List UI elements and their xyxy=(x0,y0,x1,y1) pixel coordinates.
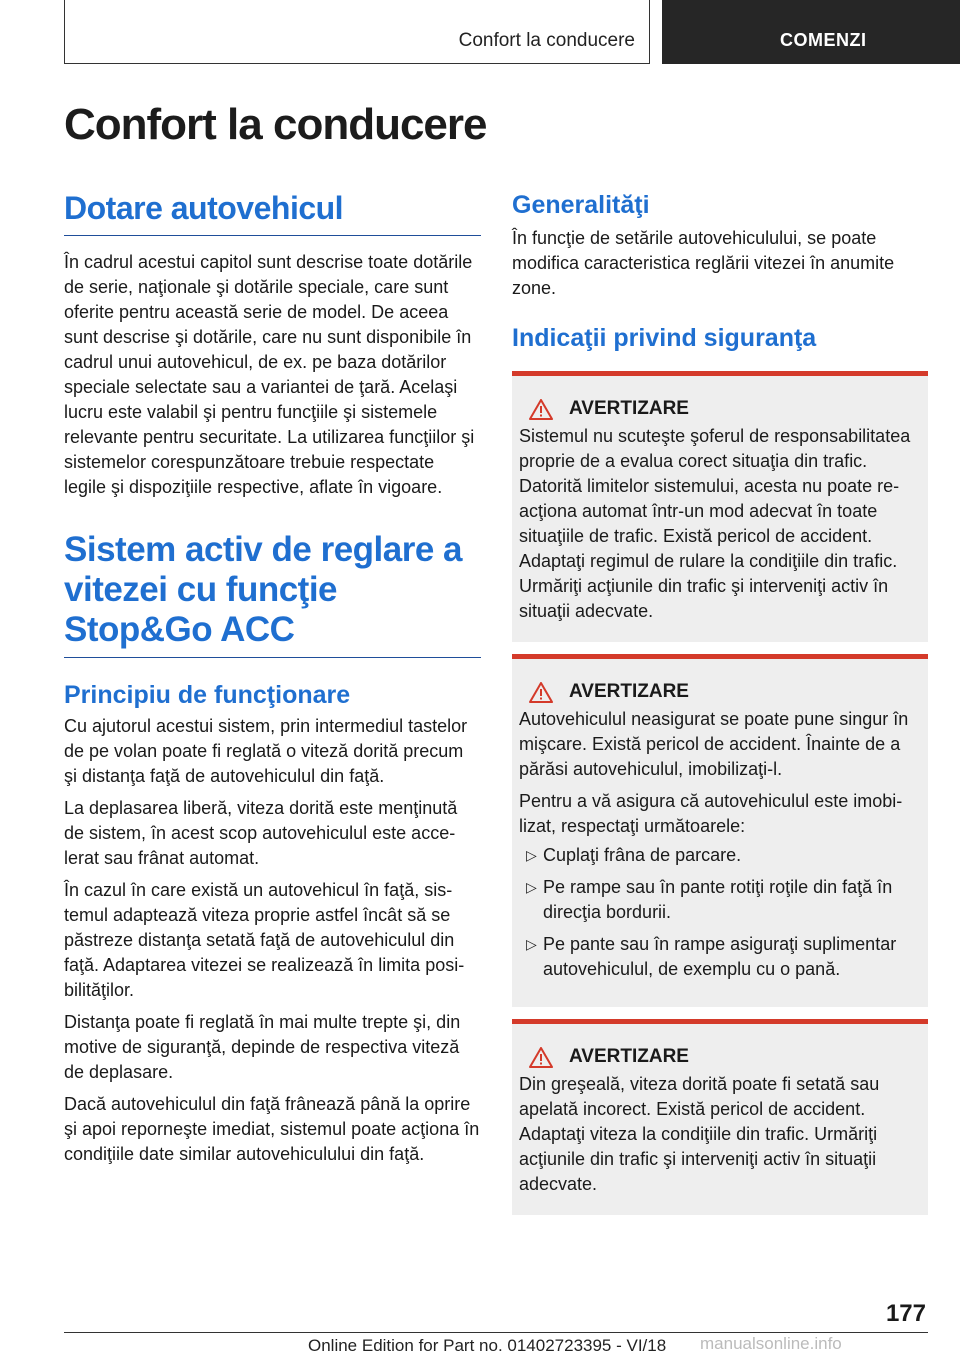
left-column xyxy=(64,190,481,1167)
header-chapter-label: COMENZI xyxy=(780,30,867,50)
warning-box xyxy=(512,654,928,1007)
list-item xyxy=(519,932,920,982)
heading-equipment: Dotare autovehicul xyxy=(64,190,344,226)
warning-label: AVERTIZARE xyxy=(569,1046,689,1067)
footer-divider xyxy=(64,1332,928,1333)
list-item-text: Pe rampe sau în pante rotiţi roţile din faţă în direcţia bordurii. xyxy=(543,877,893,922)
paragraph: La deplasarea liberă, viteza dorită este menţinută de sistem, în acest scop autovehiculul este accelerat sau frânat automat. xyxy=(64,798,458,869)
warning-triangle-icon xyxy=(529,682,553,703)
paragraph-equipment: În cadrul acestui capitol sunt descrise toate dotările de serie, naţionale şi dotările speciale, care sunt oferite pentru această serie de model. De aceea sunt descrise şi dotările, care nu sunt disponibile în cadrul unui autovehicul, de ex. pe baza dotărilor speciale selectate sau a variantei de ţară. Acelaşi lucru este valabil şi pentru funcţiile şi sistemele relevante pentru securitate. La utilizarea funcţiilor şi sistemelor corespunzătoare trebuie respectate legile şi dispoziţiile respective, aflate în vigoare. xyxy=(64,251,475,497)
page-title: Confort la conducere xyxy=(64,100,487,149)
list-item xyxy=(519,843,920,868)
footer-edition: Online Edition for Part no. 01402723395 - VI/18 xyxy=(308,1336,667,1355)
paragraph: În cazul în care există un autovehicul în faţă, sistemul adaptează viteza proprie astfel încât să se păstreze distanţa setată faţă de autovehiculul din faţă. Adaptarea vitezei se realizează în limita posibilităţilor. xyxy=(64,880,465,1001)
list-item-text: Cuplaţi frâna de parcare. xyxy=(543,845,742,865)
warning-triangle-icon xyxy=(529,399,553,420)
heading-safety: Indicaţii privind siguranţa xyxy=(512,324,817,352)
bullet-triangle-icon: ▷ xyxy=(526,847,537,863)
warning-text: Pentru a vă asigura că autovehiculul este imobilizat, respectaţi următoarele: xyxy=(519,791,903,836)
list-item xyxy=(519,875,920,925)
paragraph: Cu ajutorul acestui sistem, prin intermediul tastelor de pe volan poate fi reglată o viteză dorită precum şi distanţa faţă de autovehiculul din faţă. xyxy=(64,716,468,787)
page-number: 177 xyxy=(885,1300,926,1327)
heading-principle: Principiu de funcţionare xyxy=(64,681,351,710)
right-column xyxy=(512,190,928,1215)
bullet-triangle-icon: ▷ xyxy=(526,936,537,952)
warning-box xyxy=(512,371,928,642)
warning-label: AVERTIZARE xyxy=(569,398,689,419)
header-chapter-tab xyxy=(662,0,960,64)
warning-triangle-icon xyxy=(529,1047,553,1068)
watermark: manualsonline.info xyxy=(700,1334,842,1353)
heading-acc: Sistem activ de reglare a vitezei cu funcţie Stop&Go ACC xyxy=(64,529,462,649)
warning-text: Autovehiculul neasigurat se poate pune singur în mişcare. Există pericol de accident. Înainte de a părăsi autovehiculul, imobilizaţi-l. xyxy=(519,709,909,779)
warning-header xyxy=(519,681,920,703)
list-item-text: Pe pante sau în rampe asiguraţi suplimentar autovehiculul, de exemplu cu o pană. xyxy=(543,934,897,979)
heading-general: Generalităţi xyxy=(512,191,650,219)
header-section-label: Confort la conducere xyxy=(458,30,635,51)
header-section-tab xyxy=(64,0,650,64)
paragraph-general: În funcţie de setările autovehiculului, se poate modifica caracteristica reglării vitezei în anumite zone. xyxy=(512,228,895,298)
paragraph: Distanţa poate fi reglată în mai multe trepte şi, din motive de siguranţă, depinde de respectiva viteză de deplasare. xyxy=(64,1012,461,1083)
bullet-list xyxy=(519,843,920,982)
paragraph: Dacă autovehiculul din faţă frânează până la oprire şi apoi reporneşte imediat, sistemul poate acţiona în condiţiile date similar autovehiculului din faţă. xyxy=(64,1094,480,1165)
warning-box xyxy=(512,1019,928,1215)
warning-text: Din greşeală, viteza dorită poate fi setată sau apelată incorect. Există pericol de accident. Adaptaţi viteza la condiţiile din trafic. Urmăriţi acţiunile din trafic şi interveniţi activ în situaţii adecvate. xyxy=(519,1074,880,1194)
bullet-triangle-icon: ▷ xyxy=(526,879,537,895)
warning-header xyxy=(519,1046,920,1068)
warning-label: AVERTIZARE xyxy=(569,681,689,702)
warning-header xyxy=(519,398,920,420)
warning-text: Sistemul nu scuteşte şoferul de responsabilitatea proprie de a evalua corect situaţia din trafic. Datorită limitelor sistemului, acesta nu poate reacţiona automat într-un mod adecvat în toate situaţiile de trafic. Există pericol de accident. Adaptaţi regimul de rulare la condiţiile din trafic. Urmăriţi acţiunile din trafic şi interveniţi activ în situaţii adecvate. xyxy=(519,426,911,621)
